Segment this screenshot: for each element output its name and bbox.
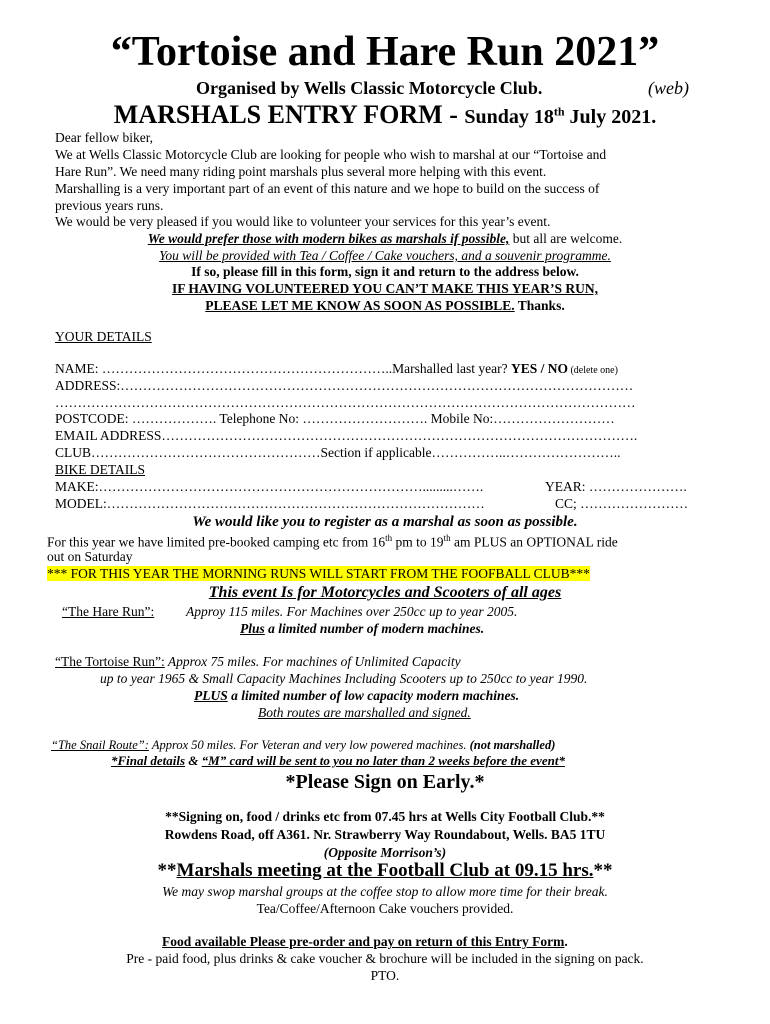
intro-line: Marshalling is a very important part of an event of this nature and we hope to build on the success of <box>55 181 600 196</box>
morning-runs-notice: *** FOR THIS YEAR THE MORNING RUNS WILL START FROM THE FOOFBALL CLUB*** <box>47 566 590 581</box>
year-field[interactable]: YEAR: …………………. <box>545 479 687 494</box>
email-field[interactable]: EMAIL ADDRESS……………………………………………………………………………………………. <box>55 428 638 443</box>
name-field[interactable]: NAME: ………………………………………………………..Marshalled last year? YES / NO (delete one) <box>55 361 618 376</box>
event-date: Sunday 18th July 2021. <box>464 104 657 128</box>
bike-details-heading: BIKE DETAILS <box>55 462 146 477</box>
sign-on-heading: *Please Sign on Early.* <box>285 771 485 793</box>
cancel-notice: IF HAVING VOLUNTEERED YOU CAN’T MAKE THIS YEAR’S RUN, <box>172 281 598 296</box>
make-field[interactable]: MAKE:……………………………………………………………….........……. <box>55 479 484 494</box>
intro-line: We at Wells Classic Motorcycle Club are looking for people who wish to marshal at our “Tortoise and <box>55 147 607 162</box>
pto-note: PTO. <box>370 968 400 983</box>
camping-line: For this year we have limited pre-booked camping etc from 16th pm to 19th am PLUS an OPTIONAL ride <box>47 533 618 550</box>
hare-run-desc: Approy 115 miles. For Machines over 250cc up to year 2005. <box>186 604 518 619</box>
web-note: (web) <box>648 78 689 98</box>
venue-landmark: (Opposite Morrison’s) <box>323 845 447 860</box>
food-available-line: Food available Please pre-order and pay on return of this Entry Form. <box>162 934 568 949</box>
greeting: Dear fellow biker, <box>55 130 154 145</box>
form-title-text: MARSHALS ENTRY FORM - <box>113 100 458 129</box>
hare-run-plus: Plus a limited number of modern machines. <box>240 621 485 636</box>
venue-address: Rowdens Road, off A361. Nr. Strawberry Way Roundabout, Wells. BA5 1TU <box>164 827 606 842</box>
camping-line-2: out on Saturday <box>47 549 133 564</box>
your-details-heading: YOUR DETAILS <box>55 329 152 344</box>
address-field-2[interactable]: ………………………………………………………………………………………………………………… <box>55 395 636 410</box>
register-heading: We would like you to register as a marshal as soon as possible. <box>192 514 578 530</box>
postcode-phone-field[interactable]: POSTCODE: ………………. Telephone No: ………………………. Mobile No:……………………… <box>55 411 615 426</box>
event-heading: This event Is for Motorcycles and Scooters of all ages <box>208 584 562 601</box>
model-field[interactable]: MODEL:………………………………………………………………………… <box>55 496 485 511</box>
marshals-meeting: **Marshals meeting at the Football Club at 09.15 hrs.** <box>157 860 613 881</box>
intro-line: We would be very pleased if you would like to volunteer your services for this year’s event. <box>55 214 551 229</box>
vouchers-provided: Tea/Coffee/Afternoon Cake vouchers provided. <box>256 901 514 916</box>
tortoise-run-line-2: up to year 1965 & Small Capacity Machines Including Scooters up to 250cc to year 1990. <box>100 671 588 686</box>
intro-line: previous years runs. <box>55 198 164 213</box>
address-field[interactable]: ADDRESS:…………………………………………………………………………………………………… <box>55 378 634 393</box>
fill-instruction: If so, please fill in this form, sign it and return to the address below. <box>191 264 579 279</box>
swop-note: We may swop marshal groups at the coffee stop to allow more time for their break. <box>162 884 608 899</box>
routes-note: Both routes are marshalled and signed. <box>258 705 471 720</box>
organiser-line: Organised by Wells Classic Motorcycle Club. <box>196 78 543 98</box>
vouchers-note: You will be provided with Tea / Coffee / Cake vouchers, and a souvenir programme. <box>159 248 611 263</box>
modern-bikes-note: We would prefer those with modern bikes as marshals if possible, but all are welcome. <box>147 231 623 246</box>
final-details-line: *Final details & “M” card will be sent to you no later than 2 weeks before the event* <box>111 753 565 768</box>
form-title <box>0 100 770 130</box>
cc-field[interactable]: CC; …………………… <box>555 496 689 511</box>
club-field[interactable]: CLUB……………………………………………Section if applicable……………..…………………….. <box>55 445 621 460</box>
hare-run-label: “The Hare Run”: <box>62 604 155 619</box>
intro-line: Hare Run”. We need many riding point marshals plus several more helping with this event. <box>55 164 547 179</box>
prepaid-food-note: Pre - paid food, plus drinks & cake voucher & brochure will be included in the signing on pack. <box>126 951 644 966</box>
yes-no-choice[interactable]: YES / NO <box>510 361 568 376</box>
page-title: “Tortoise and Hare Run 2021” <box>110 29 660 75</box>
cancel-notice-2: PLEASE LET ME KNOW AS SOON AS POSSIBLE. Thanks. <box>205 298 565 313</box>
signing-on-line: **Signing on, food / drinks etc from 07.45 hrs at Wells City Football Club.** <box>165 809 605 824</box>
tortoise-run-plus: PLUS a limited number of low capacity modern machines. <box>194 688 520 703</box>
snail-route-line: “The Snail Route”: Approx 50 miles. For Veteran and very low powered machines. (not marshalled) <box>51 738 556 752</box>
tortoise-run-line: “The Tortoise Run”: Approx 75 miles. For machines of Unlimited Capacity <box>55 654 461 669</box>
